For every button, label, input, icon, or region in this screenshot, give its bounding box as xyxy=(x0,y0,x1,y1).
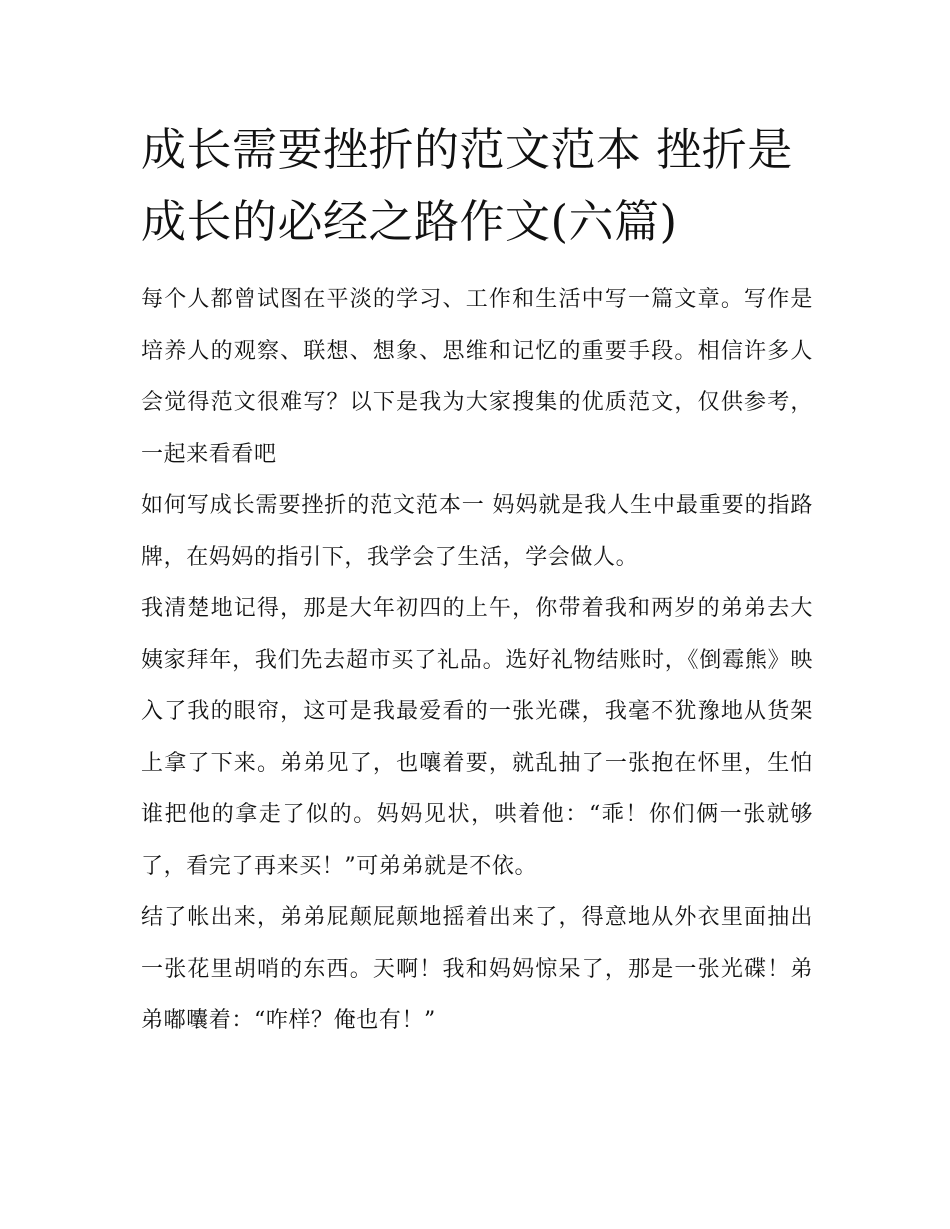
paragraph-intro: 每个人都曾试图在平淡的学习、工作和生活中写一篇文章。写作是培养人的观察、联想、想象、思维和记忆的重要手段。相信许多人会觉得范文很难写？以下是我为大家搜集的优质范文，仅供参考，一起来看看吧 xyxy=(141,287,813,467)
document-title: 成长需要挫折的范文范本 挫折是成长的必经之路作文(六篇) xyxy=(141,123,793,248)
paragraph-1: 如何写成长需要挫折的范文范本一 妈妈就是我人生中最重要的指路牌，在妈妈的指引下，我学会了生活，学会做人。 xyxy=(141,493,813,570)
document-body xyxy=(141,274,813,1047)
document-content xyxy=(141,114,813,1047)
paragraph-3: 结了帐出来，弟弟屁颠屁颠地摇着出来了，得意地从外衣里面抽出一张花里胡哨的东西。天啊！我和妈妈惊呆了，那是一张光碟！弟弟嘟囔着：“咋样？俺也有！” xyxy=(141,905,813,1033)
paragraph-2: 我清楚地记得，那是大年初四的上午，你带着我和两岁的弟弟去大姨家拜年，我们先去超市买了礼品。选好礼物结账时，《倒霉熊》映入了我的眼帘，这可是我最爱看的一张光碟，我毫不犹豫地从货架上拿了下来。弟弟见了，也嚷着要，就乱抽了一张抱在怀里，生怕谁把他的拿走了似的。妈妈见状，哄着他：“乖！你们俩一张就够了，看完了再来买！”可弟弟就是不依。 xyxy=(141,596,813,879)
